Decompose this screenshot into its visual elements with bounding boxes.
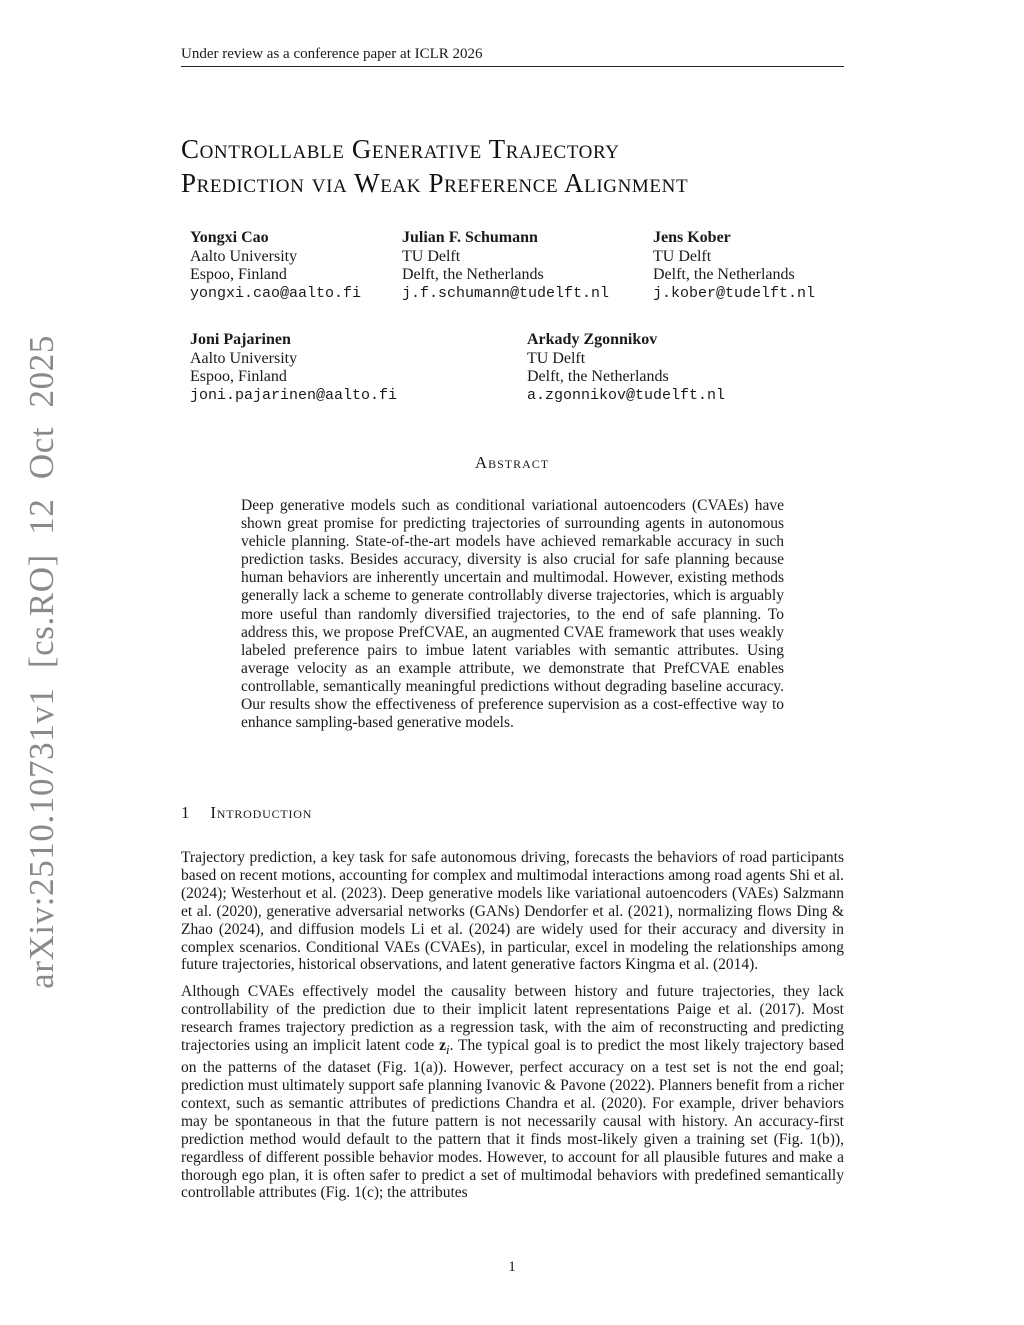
author-email: joni.pajarinen@aalto.fi [190, 386, 398, 404]
author-affiliation: TU Delft [527, 349, 586, 367]
intro-paragraph-1: Trajectory prediction, a key task for safe autonomous driving, forecasts the behaviors of road participants based on recent motions, accounting for complex and multimodal interactions among road agents Shi et al. (2024); Westerhout et al. (2023). Deep generative models like variational autoencoders (VAEs) Salzmann et al. (2020), generative adversarial networks (GANs) Dendorfer et al. (2021), normalizing flows Ding & Zhao (2024), and diffusion models Li et al. (2024) are widely used for their accuracy and diversity in complex scenarios. Conditional VAEs (CVAEs), in particular, excel in modeling the relationships among future trajectories, historical observations, and latent generative factors Kingma et al. (2014). [181, 849, 844, 974]
paper-title-line-1: Controllable Generative Trajectory [181, 134, 620, 164]
introduction-body [181, 849, 844, 1211]
author-name: Yongxi Cao [190, 229, 269, 246]
section-heading [181, 803, 312, 823]
paper-title [181, 132, 881, 200]
author-email: j.f.schumann@tudelft.nl [402, 284, 610, 302]
author-location: Delft, the Netherlands [402, 266, 544, 283]
author-affiliation: TU Delft [653, 247, 712, 265]
author-location: Delft, the Netherlands [527, 368, 669, 385]
author-email: j.kober@tudelft.nl [653, 284, 816, 302]
author-affiliation: TU Delft [402, 247, 461, 265]
paper-title-line-2: Prediction via Weak Preference Alignment [181, 168, 689, 198]
author-block [402, 229, 609, 303]
intro-paragraph-2-text-before: Although CVAEs effectively model the causality between history and future trajectories, they lack controllability of the prediction due to their implicit latent representations Paige et al. (2017). Most research frames trajectory prediction as a regression task, with the aim of reconstructing and predicting trajectories using an implicit latent code [181, 983, 844, 1055]
author-block [527, 331, 725, 405]
author-location: Espoo, Finland [190, 368, 287, 385]
latent-code-subscript: i [445, 1042, 450, 1058]
arxiv-identifier-stamp: arXiv:2510.10731v1 [cs.RO] 12 Oct 2025 [22, 335, 61, 989]
author-name: Julian F. Schumann [402, 229, 538, 246]
author-email: yongxi.cao@aalto.fi [190, 284, 362, 302]
author-block [190, 331, 397, 405]
author-affiliation: Aalto University [190, 349, 298, 367]
running-header: Under review as a conference paper at ICLR 2026 [181, 45, 844, 67]
author-location: Espoo, Finland [190, 266, 287, 283]
author-block [190, 229, 361, 303]
intro-paragraph-2 [181, 983, 844, 1202]
author-block [653, 229, 815, 303]
author-name: Arkady Zgonnikov [527, 331, 658, 348]
latent-code-symbol: z [439, 1037, 446, 1055]
author-name: Jens Kober [653, 229, 731, 246]
author-affiliation: Aalto University [190, 247, 298, 265]
page-number: 1 [508, 1259, 516, 1275]
section-number: 1 [181, 803, 191, 822]
author-email: a.zgonnikov@tudelft.nl [527, 386, 726, 404]
abstract-body: Deep generative models such as conditional variational autoencoders (CVAEs) have shown great promise for predicting trajectories of surrounding agents in autonomous vehicle planning. State-of-the-art models have achieved remarkable accuracy in such prediction tasks. Besides accuracy, diversity is also crucial for safe planning because human behaviors are inherently uncertain and multimodal. However, existing methods generally lack a scheme to generate controllably diverse trajectories, which is arguably more useful than randomly diversified trajectories, to the end of safe planning. To address this, we propose PrefCVAE, an augmented CVAE framework that uses weakly labeled preference pairs to imbue latent variables with semantic attributes. Using average velocity as an example attribute, we demonstrate that PrefCVAE enables controllable, semantically meaningful predictions without degrading baseline accuracy. Our results show the effectiveness of preference supervision as a cost-effective way to enhance sampling-based generative models. [241, 497, 784, 732]
author-name: Joni Pajarinen [190, 331, 291, 348]
intro-paragraph-2-text-after: . The typical goal is to predict the most likely trajectory based on the patterns of the dataset (Fig. 1(a)). However, perfect accuracy on a test set is not the end goal; prediction must ultimately support safe planning Ivanovic & Pavone (2022). Planners benefit from a richer context, such as semantic attributes of predictions Chandra et al. (2020). For example, driver behaviors may be spontaneous in that the future pattern is not necessarily causal with history. An accuracy-first prediction method would default to the pattern that it finds most-likely given a training set (Fig. 1(b)), regardless of different possible behavior modes. However, to account for all plausible futures and make a thorough ego plan, it is often safer to predict a set of multimodal behaviors with predefined semantically controllable attributes (Fig. 1(c); the attributes [181, 1037, 844, 1202]
section-title: Introduction [210, 803, 313, 822]
author-location: Delft, the Netherlands [653, 266, 795, 283]
abstract-heading: Abstract [474, 453, 550, 472]
